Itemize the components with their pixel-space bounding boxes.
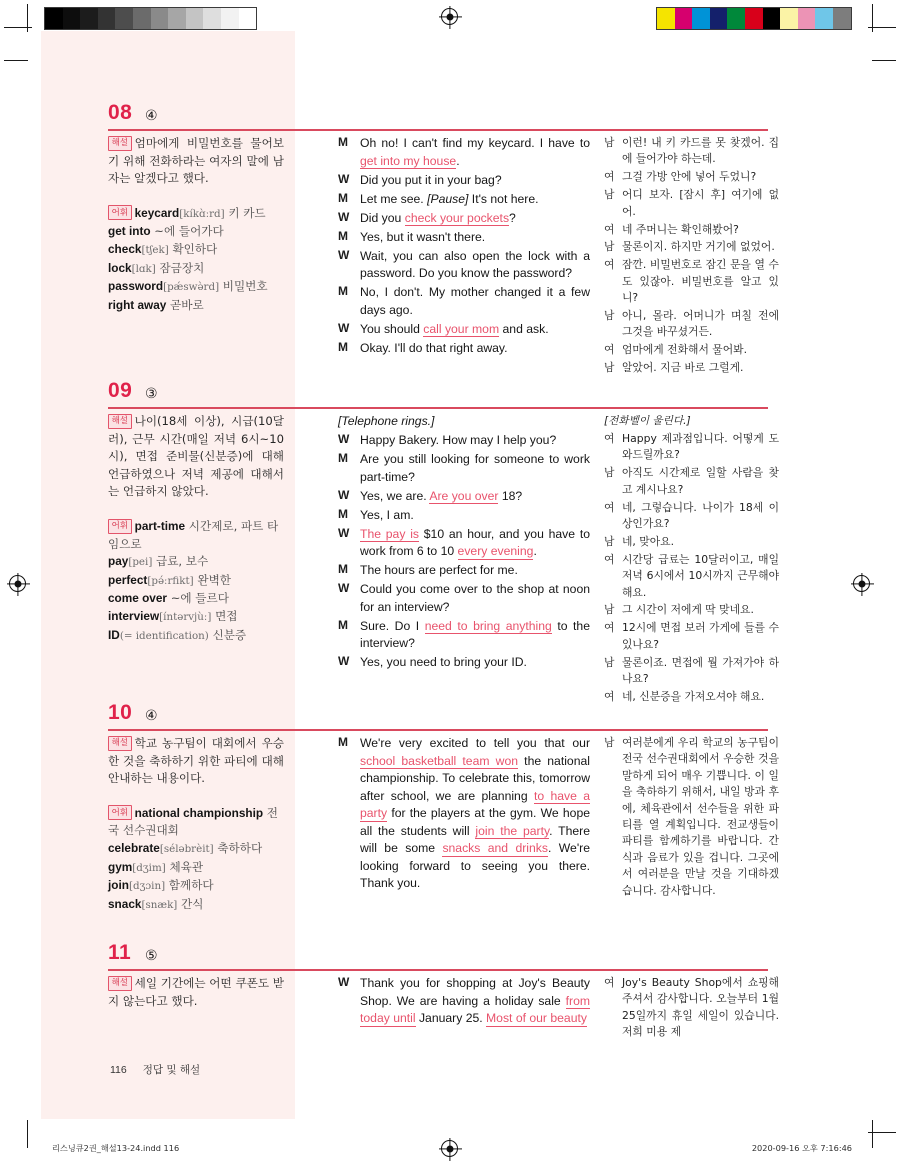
script-text: The pay is $10 an hour, and you have to work from 6 to 10 every evening. <box>360 526 590 558</box>
speaker-label: W <box>338 320 350 335</box>
speaker-label: W <box>338 581 350 595</box>
script-line <box>338 229 590 247</box>
translation-line <box>604 431 779 464</box>
script-text: Yes, but it wasn't there. <box>360 229 486 244</box>
vocabulary-pronunciation: [tʃek] <box>141 243 169 256</box>
translation-line <box>604 500 779 533</box>
speaker-label: M <box>338 339 348 354</box>
vocabulary-word: come over <box>108 591 168 606</box>
question-divider-rule <box>108 969 768 971</box>
script-text: We're very excited to tell you that our school basketball team won the national championship. To celebrate this, tomorrow after school, we are planning to have a party for the players at the gym. We hope all the students will join the party. There will be some snacks and drinks. We're looking forward to seeing you there. Thank you. <box>360 736 590 890</box>
speaker-label: M <box>338 562 348 576</box>
vocabulary-word: pay <box>108 554 129 569</box>
vocabulary-word: snack <box>108 896 142 911</box>
translation-line <box>604 552 779 601</box>
vocabulary-pronunciation: [dʒɔin] <box>128 880 166 893</box>
translation-line <box>604 620 779 653</box>
vocabulary-tag-badge: 어휘 <box>108 519 132 534</box>
translation-text: 네, 신분증을 가져오셔야 해요. <box>622 690 765 703</box>
script-text: Sure. Do I need to bring anything to the interview? <box>360 618 590 650</box>
vocabulary-meaning: 키 카드 <box>228 205 266 220</box>
translation-text: 12시에 면접 보러 가게에 들를 수 있나요? <box>622 621 779 651</box>
translation-text: 물론이죠. 면접에 뭘 가져가야 하나요? <box>622 655 779 686</box>
translation-text: Joy's Beauty Shop에서 쇼핑해주셔서 감사합니다. 오늘부터 1월 25일까지 휴일 세일이 있습니다. 저희 미용 제 <box>622 976 779 1039</box>
imprint-filename: 리스닝큐2권_해설13-24.indd 116 <box>52 1143 180 1153</box>
vocabulary-entry <box>108 590 284 608</box>
english-script-column <box>338 735 590 894</box>
highlighted-phrase: The pay is <box>360 526 419 541</box>
speaker-label: M <box>338 617 348 632</box>
vocabulary-meaning: 비밀번호 <box>222 279 268 294</box>
translation-text: 이런! 내 키 카드를 못 찾겠어. 집에 들어가야 하는데. <box>622 136 779 166</box>
page-section-label: 정답 및 해설 <box>142 1064 201 1076</box>
explanation-tag-badge: 해설 <box>108 414 132 429</box>
vocabulary-word: celebrate <box>108 840 160 855</box>
vocabulary-word: perfect <box>108 572 148 587</box>
translation-text: 그걸 가방 안에 넣어 두었니? <box>622 170 757 184</box>
translation-speaker-label: 남 <box>604 136 615 149</box>
question-answer: ⑤ <box>145 947 158 963</box>
script-text: Let me see. [Pause] It's not here. <box>360 191 539 206</box>
vocabulary-pronunciation: [séləbrèit] <box>159 842 214 855</box>
vocabulary-entry <box>108 840 284 859</box>
script-text: Yes, I am. <box>360 507 414 522</box>
script-line <box>338 135 590 170</box>
page-footer <box>110 1062 200 1077</box>
vocabulary-pronunciation: [pei] <box>128 556 153 569</box>
vocabulary-meaning: 축하하다 <box>217 840 263 855</box>
stage-direction-inline: [Pause] <box>427 191 469 206</box>
imprint-timestamp: 2020-09-16 오후 7:16:46 <box>751 1143 852 1153</box>
translation-text: Happy 제과점입니다. 어떻게 도와드릴까요? <box>622 431 779 462</box>
highlighted-phrase: Most of our beauty <box>486 1011 587 1025</box>
script-line <box>338 488 590 506</box>
script-text: Okay. I'll do that right away. <box>360 340 508 355</box>
translation-speaker-label: 여 <box>604 170 615 184</box>
translation-text: 잠깐. 비밀번호로 잠긴 문을 열 수도 있잖아. 비밀번호를 알고 있니? <box>622 258 779 305</box>
translation-speaker-label: 남 <box>604 534 615 548</box>
vocabulary-meaning: 신분증 <box>212 627 247 642</box>
translation-line <box>604 602 779 618</box>
translation-line <box>604 360 779 376</box>
vocabulary-entry <box>108 627 284 646</box>
translation-text: 시간당 급료는 10달러이고, 매일 저녁 6시에서 10시까지 근무해야 해요. <box>622 552 779 599</box>
vocabulary-entry <box>108 572 284 591</box>
vocabulary-word: check <box>108 241 142 256</box>
translation-speaker-label: 남 <box>604 466 615 480</box>
english-script-column <box>338 975 590 1029</box>
translation-speaker-label: 남 <box>604 240 615 254</box>
page-number: 116 <box>110 1064 127 1076</box>
explanation-column <box>108 735 284 914</box>
script-line <box>338 975 590 1028</box>
vocabulary-pronunciation: [íntərvjùː] <box>159 610 212 623</box>
highlighted-phrase: to have a party <box>360 788 590 820</box>
translation-speaker-label: 여 <box>604 500 615 514</box>
script-text: Did you put it in your bag? <box>360 172 502 187</box>
speaker-label: W <box>338 487 350 502</box>
translation-stage-direction: [전화벨이 울린다.] <box>604 415 691 427</box>
highlighted-phrase: every evening <box>457 544 534 558</box>
vocabulary-word: ID <box>108 627 120 642</box>
translation-speaker-label: 남 <box>604 361 615 375</box>
question-number: 08 <box>108 101 133 124</box>
translation-line <box>604 735 779 899</box>
vocabulary-meaning: ~에 들어가다 <box>154 224 224 239</box>
english-script-column <box>338 135 590 359</box>
vocabulary-word: password <box>108 279 164 294</box>
korean-translation-column <box>604 975 779 1042</box>
highlighted-phrase: get into my house <box>360 153 457 168</box>
vocabulary-word: join <box>108 878 129 893</box>
translation-speaker-label: 남 <box>604 188 615 202</box>
vocabulary-pronunciation: (= identification) <box>119 629 209 642</box>
speaker-label: W <box>338 171 350 186</box>
translation-speaker-label: 여 <box>604 690 615 703</box>
speaker-label: M <box>338 451 348 465</box>
explanation-paragraph: 해설 나이(18세 이상), 시급(10달러), 근무 시간(매일 저녁 6시~10시), 면접 준비물(신분증)에 대해 언급하였으나 저녁 제공에 대해서는 언급하지 않았다. <box>108 414 284 499</box>
question-header <box>108 379 768 413</box>
explanation-column <box>108 135 284 314</box>
vocabulary-pronunciation: [snæk] <box>141 898 178 911</box>
question-answer: ③ <box>145 385 158 401</box>
script-line <box>338 284 590 319</box>
translation-line <box>604 655 779 688</box>
highlighted-phrase: join the party <box>475 823 550 838</box>
question-divider-rule <box>108 129 768 131</box>
vocabulary-meaning: 곧바로 <box>170 297 204 312</box>
explanation-tag-badge: 해설 <box>108 736 132 751</box>
script-line <box>338 432 590 450</box>
script-line <box>338 321 590 339</box>
translation-text: 네 주머니는 확인해봤어? <box>622 222 739 236</box>
script-line <box>338 507 590 525</box>
speaker-label: W <box>338 654 350 668</box>
speaker-label: W <box>338 975 350 989</box>
script-text: Yes, you need to bring your ID. <box>360 655 527 669</box>
vocabulary-list <box>108 518 284 645</box>
question-answer: ④ <box>145 107 158 123</box>
highlighted-phrase: Are you over <box>429 488 499 503</box>
script-text: You should call your mom and ask. <box>360 321 549 336</box>
question-number: 09 <box>108 379 133 402</box>
script-text: Wait, you can also open the lock with a password. Do you know the password? <box>360 248 590 280</box>
translation-line <box>604 342 779 358</box>
question-number: 11 <box>108 941 132 964</box>
translation-speaker-label: 여 <box>604 552 615 566</box>
script-text: Could you come over to the shop at noon for an interview? <box>360 582 590 614</box>
translation-text: 네, 그렇습니다. 나이가 18세 이상인가요? <box>622 500 779 530</box>
script-text: Thank you for shopping at Joy's Beauty Shop. We are having a holiday sale from today until January 25. Most of our beauty <box>360 976 590 1025</box>
vocabulary-meaning: 확인하다 <box>172 241 218 256</box>
translation-line <box>604 413 779 429</box>
translation-speaker-label: 여 <box>604 621 615 635</box>
script-text: Happy Bakery. How may I help you? <box>360 433 557 447</box>
vocabulary-entry <box>108 260 284 279</box>
speaker-label: W <box>338 247 350 262</box>
translation-speaker-label: 남 <box>604 736 615 749</box>
translation-line <box>604 222 779 238</box>
script-line <box>338 248 590 283</box>
korean-translation-column <box>604 413 779 707</box>
vocabulary-meaning: 급료, 보수 <box>156 554 209 569</box>
vocabulary-word: keycard <box>134 205 180 220</box>
vocabulary-tag-badge: 어휘 <box>108 805 132 820</box>
explanation-column <box>108 413 284 645</box>
vocabulary-entry <box>108 608 284 627</box>
question-divider-rule <box>108 729 768 731</box>
question-block <box>108 379 779 703</box>
translation-text: 엄마에게 전화해서 물어봐. <box>622 343 748 357</box>
highlighted-phrase: check your pockets <box>404 210 510 225</box>
translation-speaker-label: 여 <box>604 431 615 445</box>
speaker-label: M <box>338 135 348 149</box>
highlighted-phrase: from today until <box>360 993 590 1025</box>
speaker-label: M <box>338 190 348 205</box>
speaker-label: M <box>338 284 348 298</box>
speaker-label: M <box>338 228 348 243</box>
translation-line <box>604 975 779 1041</box>
translation-line <box>604 689 779 705</box>
translation-speaker-label: 여 <box>604 258 615 272</box>
script-line <box>338 451 590 486</box>
script-text: Are you still looking for someone to work part-time? <box>360 452 590 484</box>
translation-line <box>604 239 779 255</box>
vocabulary-entry <box>108 297 284 315</box>
question-number: 10 <box>108 701 133 724</box>
script-line <box>338 735 590 893</box>
vocabulary-entry <box>108 278 284 297</box>
script-text: No, I don't. My mother changed it a few days ago. <box>360 285 590 317</box>
vocabulary-list <box>108 205 284 315</box>
explanation-paragraph: 해설 학교 농구팀이 대회에서 우승한 것을 축하하기 위한 파티에 대해 안내하는 내용이다. <box>108 736 284 786</box>
translation-text: 아니, 몰라. 어머니가 며칠 전에 그것을 바꾸셨거든. <box>622 309 779 339</box>
vocabulary-entry <box>108 877 284 896</box>
translation-speaker-label: 남 <box>604 655 615 669</box>
vocabulary-word: get into <box>108 224 151 239</box>
translation-line <box>604 308 779 341</box>
vocabulary-entry <box>108 518 284 553</box>
question-header <box>108 101 768 135</box>
vocabulary-word: part-time <box>134 518 186 533</box>
explanation-paragraph: 해설 엄마에게 비밀번호를 물어보기 위해 전화하라는 여자의 말에 남자는 알겠다고 했다. <box>108 136 284 186</box>
vocabulary-meaning: 시간제로, 파트 타임으로 <box>108 518 279 551</box>
vocabulary-pronunciation: [pə́ːrfikt] <box>147 574 194 587</box>
vocabulary-meaning: 면접 <box>215 608 238 623</box>
vocabulary-word: lock <box>108 260 132 275</box>
vocabulary-entry <box>108 553 284 572</box>
translation-text: 그 시간이 저에게 딱 맞네요. <box>622 603 754 617</box>
vocabulary-entry <box>108 241 284 260</box>
translation-line <box>604 135 779 168</box>
translation-line <box>604 257 779 306</box>
vocabulary-entry <box>108 223 284 241</box>
script-line <box>338 191 590 209</box>
question-answer: ④ <box>145 707 158 723</box>
vocabulary-pronunciation: [pǽswə̀rd] <box>163 281 220 294</box>
script-line <box>338 562 590 580</box>
question-divider-rule <box>108 407 768 409</box>
vocabulary-word: national championship <box>134 805 264 820</box>
translation-text: 어디 보자. [잠시 후] 여기에 없어. <box>622 188 779 218</box>
translation-text: 네, 맞아요. <box>622 534 675 548</box>
stage-direction: [Telephone rings.] <box>338 414 435 428</box>
highlighted-phrase: call your mom <box>423 321 500 336</box>
speaker-label: W <box>338 525 350 540</box>
vocabulary-meaning: 전국 선수권대회 <box>108 805 278 838</box>
question-header <box>108 701 768 735</box>
script-text: The hours are perfect for me. <box>360 563 518 577</box>
vocabulary-word: interview <box>108 608 160 623</box>
script-line <box>338 618 590 653</box>
vocabulary-meaning: 함께하다 <box>168 878 214 893</box>
vocabulary-pronunciation: [lɑk] <box>131 262 156 275</box>
speaker-label: W <box>338 432 350 446</box>
vocabulary-entry <box>108 859 284 878</box>
vocabulary-entry <box>108 205 284 224</box>
vocabulary-meaning: 간식 <box>181 896 204 911</box>
script-line <box>338 581 590 616</box>
explanation-tag-badge: 해설 <box>108 976 132 991</box>
speaker-label: M <box>338 735 348 749</box>
script-line <box>338 654 590 672</box>
highlighted-phrase: need to bring anything <box>424 618 552 633</box>
translation-text: 알았어. 지금 바로 그럴게. <box>622 361 744 375</box>
translation-speaker-label: 여 <box>604 976 615 989</box>
script-line <box>338 340 590 358</box>
highlighted-phrase: snacks and drinks <box>442 841 548 855</box>
vocabulary-meaning: 잠금장치 <box>159 260 205 275</box>
translation-speaker-label: 남 <box>604 603 615 617</box>
korean-translation-column <box>604 735 779 901</box>
translation-line <box>604 465 779 498</box>
question-block <box>108 701 779 911</box>
vocabulary-word: gym <box>108 859 133 874</box>
translation-text: 아직도 시간제로 일할 사람을 찾고 계시나요? <box>622 466 779 496</box>
script-line <box>338 172 590 190</box>
translation-line <box>604 187 779 220</box>
vocabulary-pronunciation: [kíkɑ̀ːrd] <box>179 207 225 220</box>
speaker-label: M <box>338 506 348 521</box>
explanation-paragraph: 해설 세일 기간에는 어떤 쿠폰도 받지 않는다고 했다. <box>108 976 284 1008</box>
script-line <box>338 526 590 561</box>
translation-text: 여러분에게 우리 학교의 농구팀이 전국 선수권대회에서 우승한 것을 말하게 되어 매우 기쁩니다. 이 일을 축하하기 위해서, 내일 방과 후에, 체육관에서 선수들을 위한 파티를 열 계획입니다. 전교생들이 파티를 함께하기를 바랍니다. 간식과 음료가 있을 겁니다. 그곳에서 여러분을 만날 것을 기대하겠습니다. 감사합니다. <box>622 736 779 897</box>
translation-line <box>604 534 779 550</box>
explanation-column <box>108 975 284 1010</box>
vocabulary-meaning: 완벽한 <box>197 572 231 587</box>
translation-text: 물론이지. 하지만 거기에 없었어. <box>622 240 775 254</box>
vocabulary-meaning: 체육관 <box>169 859 204 874</box>
vocabulary-meaning: ~에 들르다 <box>170 591 229 606</box>
translation-speaker-label: 여 <box>604 343 615 357</box>
translation-speaker-label: 남 <box>604 309 615 323</box>
vocabulary-tag-badge: 어휘 <box>108 205 132 220</box>
vocabulary-entry <box>108 896 284 915</box>
vocabulary-pronunciation: [dʒim] <box>132 861 166 874</box>
script-text: Yes, we are. Are you over 18? <box>360 488 523 503</box>
translation-line <box>604 169 779 185</box>
script-line <box>338 413 590 431</box>
script-text: Oh no! I can't find my keycard. I have to get into my house. <box>360 136 590 168</box>
script-text: Did you check your pockets? <box>360 210 516 225</box>
question-block <box>108 941 779 1039</box>
korean-translation-column <box>604 135 779 378</box>
vocabulary-word: right away <box>108 297 167 312</box>
vocabulary-entry <box>108 805 284 840</box>
script-line <box>338 210 590 228</box>
highlighted-phrase: school basketball team won <box>360 753 519 768</box>
speaker-label: W <box>338 209 350 224</box>
explanation-tag-badge: 해설 <box>108 136 132 151</box>
vocabulary-list <box>108 805 284 915</box>
english-script-column <box>338 413 590 673</box>
question-block <box>108 101 779 375</box>
question-header <box>108 941 768 975</box>
translation-speaker-label: 여 <box>604 222 615 236</box>
